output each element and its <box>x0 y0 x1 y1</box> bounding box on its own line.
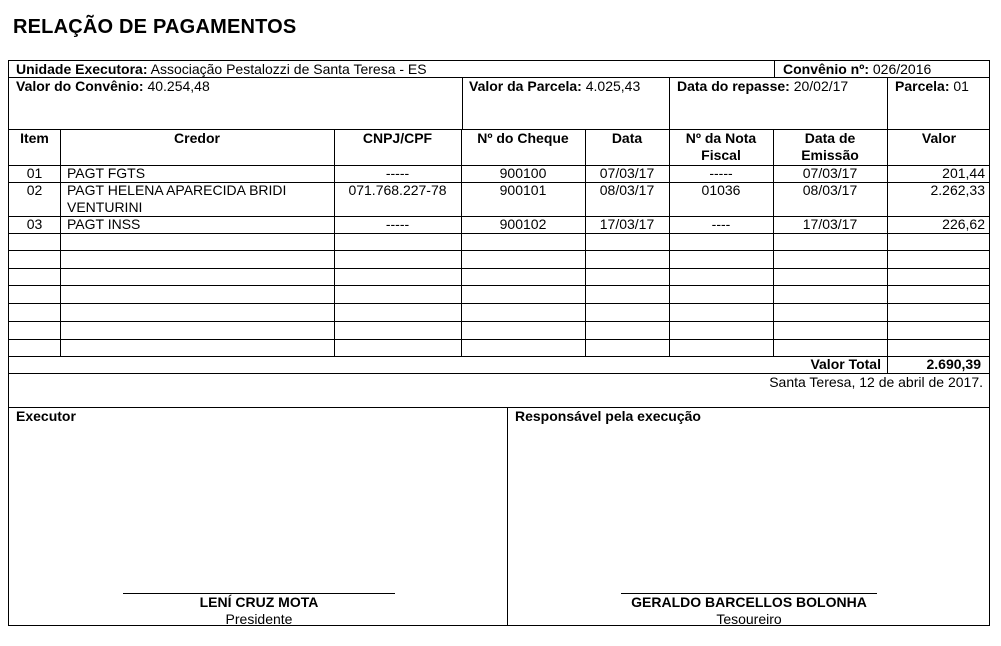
divider <box>334 129 335 356</box>
divider <box>9 268 989 269</box>
header-nota-fiscal <box>669 130 773 164</box>
row1-cnpj: ----- <box>385 165 410 181</box>
row2-nota: 01036 <box>701 182 741 198</box>
unidade-executora <box>16 61 427 78</box>
valor-parcela-value: 4.025,43 <box>585 78 641 94</box>
divider <box>9 303 989 304</box>
divider <box>774 61 775 77</box>
header-emissao-line1: Data de <box>804 130 856 146</box>
executor-name: LENÍ CRUZ MOTA <box>199 594 319 610</box>
row1-emissao: 07/03/17 <box>802 165 858 181</box>
divider <box>60 129 61 356</box>
row3-data: 17/03/17 <box>599 216 655 232</box>
row1-valor: 201,44 <box>942 165 985 181</box>
payment-report-frame <box>8 60 990 626</box>
data-repasse <box>677 78 848 95</box>
header-cheque: Nº do Cheque <box>477 130 569 146</box>
convenio-value: 026/2016 <box>872 61 932 77</box>
valor-convenio-label: Valor do Convênio: <box>16 78 144 94</box>
header-credor: Credor <box>174 130 220 146</box>
valor-parcela <box>469 78 640 95</box>
row3-cnpj: ----- <box>385 216 410 232</box>
row1-nota: ----- <box>709 165 733 181</box>
responsavel-name: GERALDO BARCELLOS BOLONHA <box>631 594 867 610</box>
row2-cheque: 900101 <box>499 182 547 198</box>
row1-data: 07/03/17 <box>599 165 655 181</box>
row1-cheque: 900100 <box>499 165 547 181</box>
header-emissao-line2: Emissão <box>801 147 859 163</box>
row2-valor: 2.262,33 <box>930 182 985 198</box>
row3-nota: ---- <box>711 216 731 232</box>
place-date: Santa Teresa, 12 de abril de 2017. <box>769 374 983 390</box>
row2-emissao: 08/03/17 <box>802 182 858 198</box>
parcela-label: Parcela: <box>895 78 950 94</box>
row3-item: 03 <box>26 216 43 232</box>
header-valor: Valor <box>921 130 957 146</box>
valor-convenio-value: 40.254,48 <box>147 78 210 94</box>
row2-data: 08/03/17 <box>599 182 655 198</box>
executor-label: Executor <box>16 408 76 424</box>
total-label: Valor Total <box>810 356 881 372</box>
total-value: 2.690,39 <box>926 356 981 372</box>
row3-credor: PAGT INSS <box>67 216 141 232</box>
divider <box>507 407 508 626</box>
header-cnpj: CNPJ/CPF <box>362 130 433 146</box>
responsavel-role: Tesoureiro <box>716 611 782 627</box>
row3-emissao: 17/03/17 <box>802 216 858 232</box>
row1-item: 01 <box>26 165 43 181</box>
divider <box>462 77 463 129</box>
divider <box>9 285 989 286</box>
row2-credor-line2: VENTURINI <box>67 199 143 215</box>
divider <box>669 77 670 129</box>
header-nota-line2: Fiscal <box>701 147 741 163</box>
divider <box>9 233 989 234</box>
valor-parcela-label: Valor da Parcela: <box>469 78 582 94</box>
data-repasse-value: 20/02/17 <box>793 78 849 94</box>
divider <box>9 339 989 340</box>
parcela-value: 01 <box>953 78 969 94</box>
page-title: RELAÇÃO DE PAGAMENTOS <box>13 16 297 38</box>
header-item: Item <box>20 130 49 146</box>
parcela <box>895 78 969 95</box>
header-data-emissao <box>773 130 887 164</box>
divider <box>9 407 989 408</box>
row2-credor: PAGT HELENA APARECIDA BRIDI <box>67 182 287 198</box>
divider <box>9 321 989 322</box>
unidade-label: Unidade Executora: <box>16 61 148 77</box>
header-nota-line1: Nº da Nota <box>685 130 757 146</box>
header-data: Data <box>611 130 643 146</box>
divider <box>887 77 888 129</box>
row1-credor: PAGT FGTS <box>67 165 146 181</box>
row3-valor: 226,62 <box>942 216 985 232</box>
responsavel-label: Responsável pela execução <box>515 408 701 424</box>
row3-cheque: 900102 <box>499 216 547 232</box>
divider <box>9 250 989 251</box>
convenio-label: Convênio nº: <box>783 61 869 77</box>
executor-role: Presidente <box>225 611 293 627</box>
unidade-value: Associação Pestalozzi de Santa Teresa - ES <box>150 61 427 77</box>
convenio-numero <box>783 61 931 78</box>
data-repasse-label: Data do repasse: <box>677 78 790 94</box>
divider <box>585 129 586 356</box>
row2-cnpj: 071.768.227-78 <box>348 182 447 198</box>
row2-item: 02 <box>26 182 43 198</box>
valor-convenio <box>16 78 210 95</box>
divider <box>461 129 462 356</box>
